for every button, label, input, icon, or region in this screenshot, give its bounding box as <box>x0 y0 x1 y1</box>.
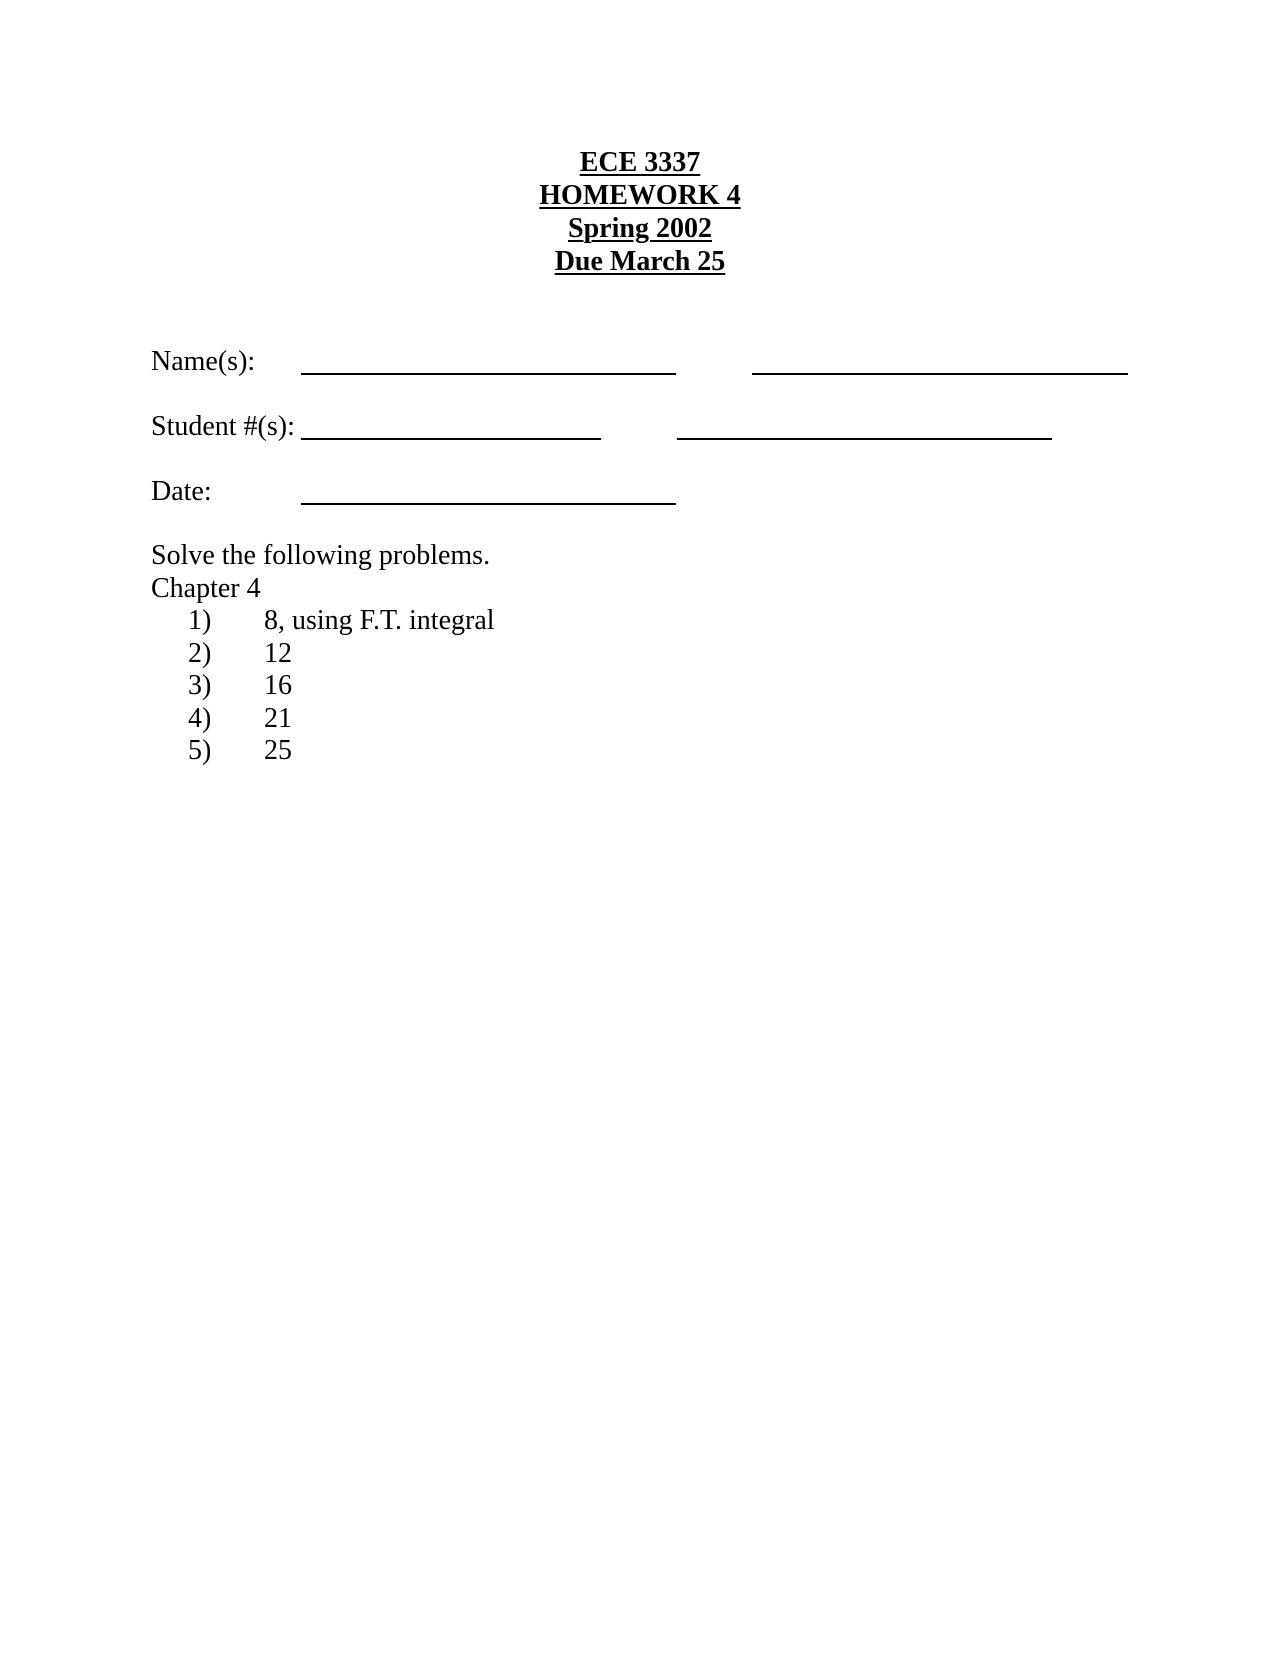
due-date-title: Due March 25 <box>554 246 726 277</box>
names-label: Name(s): <box>151 346 256 377</box>
list-item <box>0 605 700 638</box>
document-header <box>0 146 1280 278</box>
problem-number: 5) <box>188 735 212 766</box>
term-title: Spring 2002 <box>568 213 712 244</box>
list-item <box>0 670 700 703</box>
instructions-intro: Solve the following problems. <box>151 540 491 571</box>
list-item <box>0 703 700 736</box>
instructions <box>151 540 490 605</box>
name-blank-1[interactable] <box>301 373 676 375</box>
list-item <box>0 735 700 768</box>
problem-number: 2) <box>188 637 212 669</box>
problem-number: 3) <box>188 670 212 701</box>
problem-text: 12 <box>264 637 292 669</box>
chapter-heading: Chapter 4 <box>151 572 261 604</box>
course-title: ECE 3337 <box>579 147 701 178</box>
problem-text: 8, using F.T. integral <box>264 605 495 636</box>
problem-text: 16 <box>264 670 292 701</box>
problem-text: 25 <box>264 735 292 766</box>
student-numbers-label: Student #(s): <box>151 411 295 442</box>
name-blank-2[interactable] <box>752 373 1128 375</box>
assignment-title: HOMEWORK 4 <box>539 180 741 211</box>
list-item <box>0 638 700 671</box>
problem-list <box>0 605 700 768</box>
student-number-blank-2[interactable] <box>677 438 1052 440</box>
problem-number: 4) <box>188 702 212 734</box>
problem-number: 1) <box>188 605 212 636</box>
date-blank[interactable] <box>301 503 676 505</box>
date-label: Date: <box>151 476 212 507</box>
student-number-blank-1[interactable] <box>301 438 601 440</box>
problem-text: 21 <box>264 702 292 734</box>
